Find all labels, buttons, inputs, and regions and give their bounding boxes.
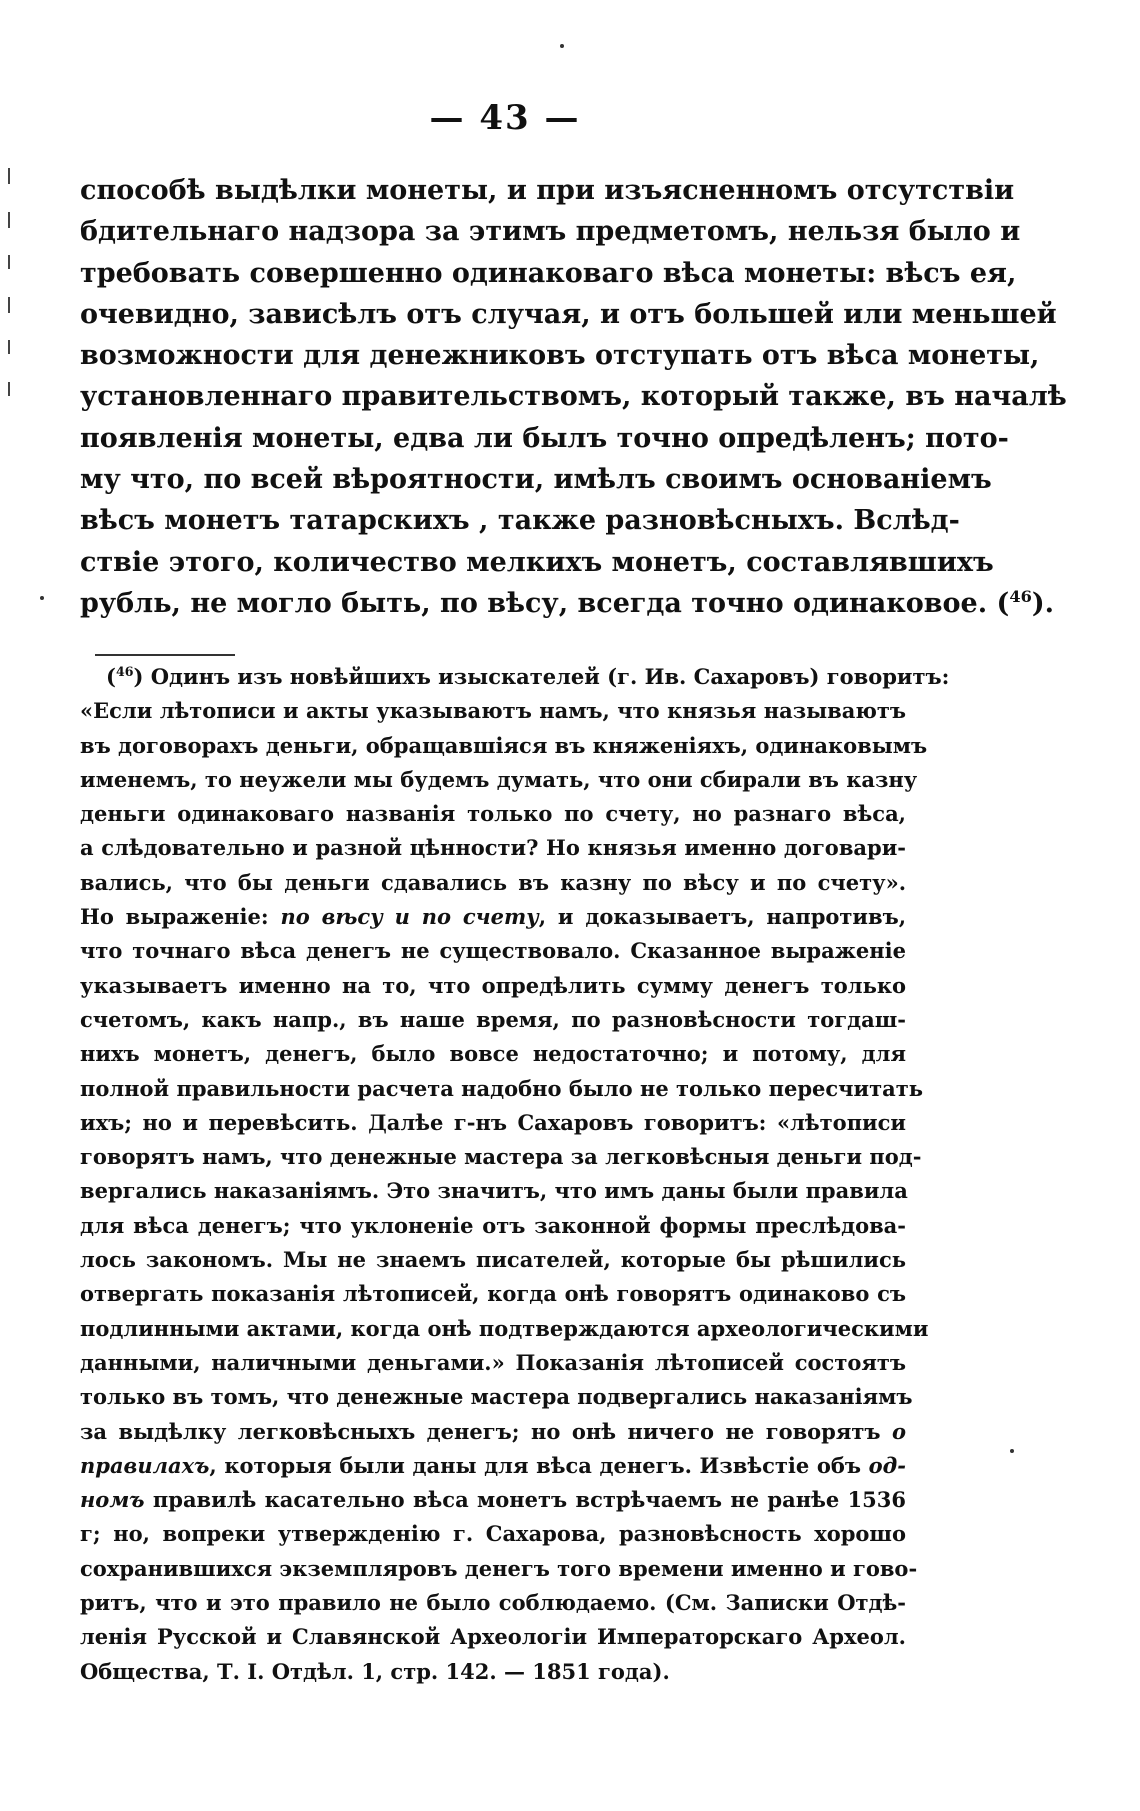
footnote-first-line-rest: ) Одинъ изъ новѣйшихъ изыскателей (г. Ив. Сахаровъ) говоритъ: — [133, 664, 950, 689]
footnote-number: 46 — [115, 664, 134, 679]
margin-scan-mark — [8, 297, 10, 313]
footnote-open-paren: ( — [106, 664, 116, 689]
footnote-line: деньги одинаковаго названія только по счету, но разнаго вѣса, — [80, 801, 906, 827]
text-line: очевидно, зависѣлъ отъ случая, и отъ большей или меньшей — [80, 298, 1057, 330]
footnote-italic-phrase: по вѣсу и по счету — [280, 904, 539, 930]
footnote-line-mixed — [80, 1483, 906, 1517]
footnote-line-middle: , которыя были даны для вѣса денегъ. Извѣстіе объ — [209, 1452, 869, 1478]
footnote-line-mixed — [80, 1415, 906, 1449]
footnote-line-end: правилѣ касательно вѣса монетъ встрѣчаемъ не ранѣе 1536 — [144, 1487, 906, 1513]
margin-scan-mark — [8, 168, 10, 184]
text-line: возможности для денежниковъ отступать отъ вѣса монеты, — [80, 340, 1040, 372]
footnote-line: сохранившихся экземпляровъ денегъ того времени именно и гово- — [80, 1555, 918, 1581]
main-text — [80, 170, 1067, 624]
margin-scan-mark — [8, 255, 10, 269]
margin-scan-dot — [560, 44, 564, 48]
footnote-italic-word: правилахъ — [80, 1452, 210, 1478]
footnote — [80, 660, 950, 1689]
footnote-separator — [95, 654, 235, 656]
footnote-line: вергались наказаніямъ. Это значитъ, что имъ даны были правила — [80, 1178, 908, 1204]
footnote-line: нихъ монетъ, денегъ, было вовсе недостаточно; и потому, для — [80, 1041, 906, 1067]
footnote-line: указываетъ именно на то, что опредѣлить сумму денегъ только — [80, 972, 906, 998]
text-line: способѣ выдѣлки монеты, и при изъясненномъ отсутствіи — [80, 175, 1015, 206]
footnote-line-start: Но выраженіе: — [80, 904, 281, 930]
margin-scan-mark — [8, 212, 10, 228]
footnote-line: вались, что бы деньги сдавались въ казну по вѣсу и по счету». — [80, 869, 906, 895]
footnote-italic-word: номъ — [80, 1487, 145, 1513]
footnote-reference: 46 — [1009, 586, 1032, 606]
text-line: бдительнаго надзора за этимъ предметомъ, нельзя было и — [80, 216, 1021, 248]
footnote-line: лось закономъ. Мы не знаемъ писателей, которые бы рѣшились — [80, 1247, 906, 1273]
margin-scan-mark — [8, 340, 10, 354]
footnote-first-line — [80, 660, 950, 694]
footnote-line: что точнаго вѣса денегъ не существовало. Сказанное выраженіе — [80, 938, 906, 964]
footnote-line: именемъ, то неужели мы будемъ думать, что они сбирали въ казну — [80, 766, 918, 792]
page-number: — 43 — — [429, 98, 581, 138]
footnote-line: въ договорахъ деньги, обращавшіяся въ княженіяхъ, одинаковымъ — [80, 732, 928, 758]
footnote-line: ритъ, что и это правило не было соблюдаемо. (См. Записки Отдѣ- — [80, 1590, 906, 1616]
footnote-italic-word: од- — [868, 1452, 906, 1478]
footnote-line: для вѣса денегъ; что уклоненіе отъ законной формы преслѣдова- — [80, 1212, 906, 1238]
footnote-line: г; но, вопреки утвержденію г. Сахарова, разновѣсность хорошо — [80, 1521, 906, 1547]
footnote-italic-word: о — [891, 1418, 906, 1444]
text-line: требовать совершенно одинаковаго вѣса монеты: вѣсъ ея, — [80, 257, 1017, 289]
footnote-line-end: , и доказываетъ, напротивъ, — [538, 904, 907, 930]
text-line: появленія монеты, едва ли былъ точно опредѣленъ; пото- — [80, 422, 1009, 454]
margin-scan-dot — [1010, 1449, 1014, 1453]
text-line: му что, по всей вѣроятности, имѣлъ своимъ основаніемъ — [80, 464, 992, 496]
text-line: установленнаго правительствомъ, который также, въ началѣ — [80, 381, 1067, 413]
footnote-line: ихъ; но и перевѣсить. Далѣе г-нъ Сахаровъ говоритъ: «лѣтописи — [80, 1109, 906, 1135]
footnote-line: только въ томъ, что денежные мастера подвергались наказаніямъ — [80, 1384, 913, 1410]
footnote-line: а слѣдовательно и разной цѣнности? Но князья именно договари- — [80, 835, 906, 861]
footnote-line: «Если лѣтописи и акты указываютъ намъ, что князья называютъ — [80, 698, 906, 724]
text-line: вѣсъ монетъ татарскихъ , также разновѣсныхъ. Вслѣд- — [80, 505, 960, 537]
footnote-line-start: за выдѣлку легковѣсныхъ денегъ; но онѣ ничего не говорятъ — [80, 1418, 892, 1444]
text-line-last — [80, 583, 1055, 624]
margin-scan-dot — [40, 596, 44, 600]
footnote-line: ленія Русской и Славянской Археологіи Императорскаго Археол. — [80, 1624, 906, 1650]
footnote-line: отвергать показанія лѣтописей, когда онѣ говорятъ одинаково съ — [80, 1281, 906, 1307]
footnote-line: полной правильности расчета надобно было не только пересчитать — [80, 1075, 923, 1101]
margin-scan-mark — [8, 382, 10, 396]
footnote-reference-close: ). — [1031, 587, 1055, 619]
footnote-line: счетомъ, какъ напр., въ наше время, по разновѣсности тогдаш- — [80, 1006, 906, 1032]
footnote-last-line: Общества, Т. I. Отдѣл. 1, стр. 142. — 1851 года). — [80, 1658, 670, 1684]
footnote-line: подлинными актами, когда онѣ подтверждаются археологическими — [80, 1315, 929, 1341]
footnote-line: данными, наличными деньгами.» Показанія лѣтописей состоятъ — [80, 1349, 906, 1375]
footnote-line-mixed — [80, 900, 906, 934]
text-line: ствіе этого, количество мелкихъ монетъ, составлявшихъ — [80, 546, 994, 578]
footnote-line: говорятъ намъ, что денежные мастера за легковѣсныя деньги под- — [80, 1144, 922, 1170]
text-line-last-body: рубль, не могло быть, по вѣсу, всегда точно одинаковое. ( — [80, 587, 1010, 619]
footnote-line-mixed — [80, 1449, 906, 1483]
